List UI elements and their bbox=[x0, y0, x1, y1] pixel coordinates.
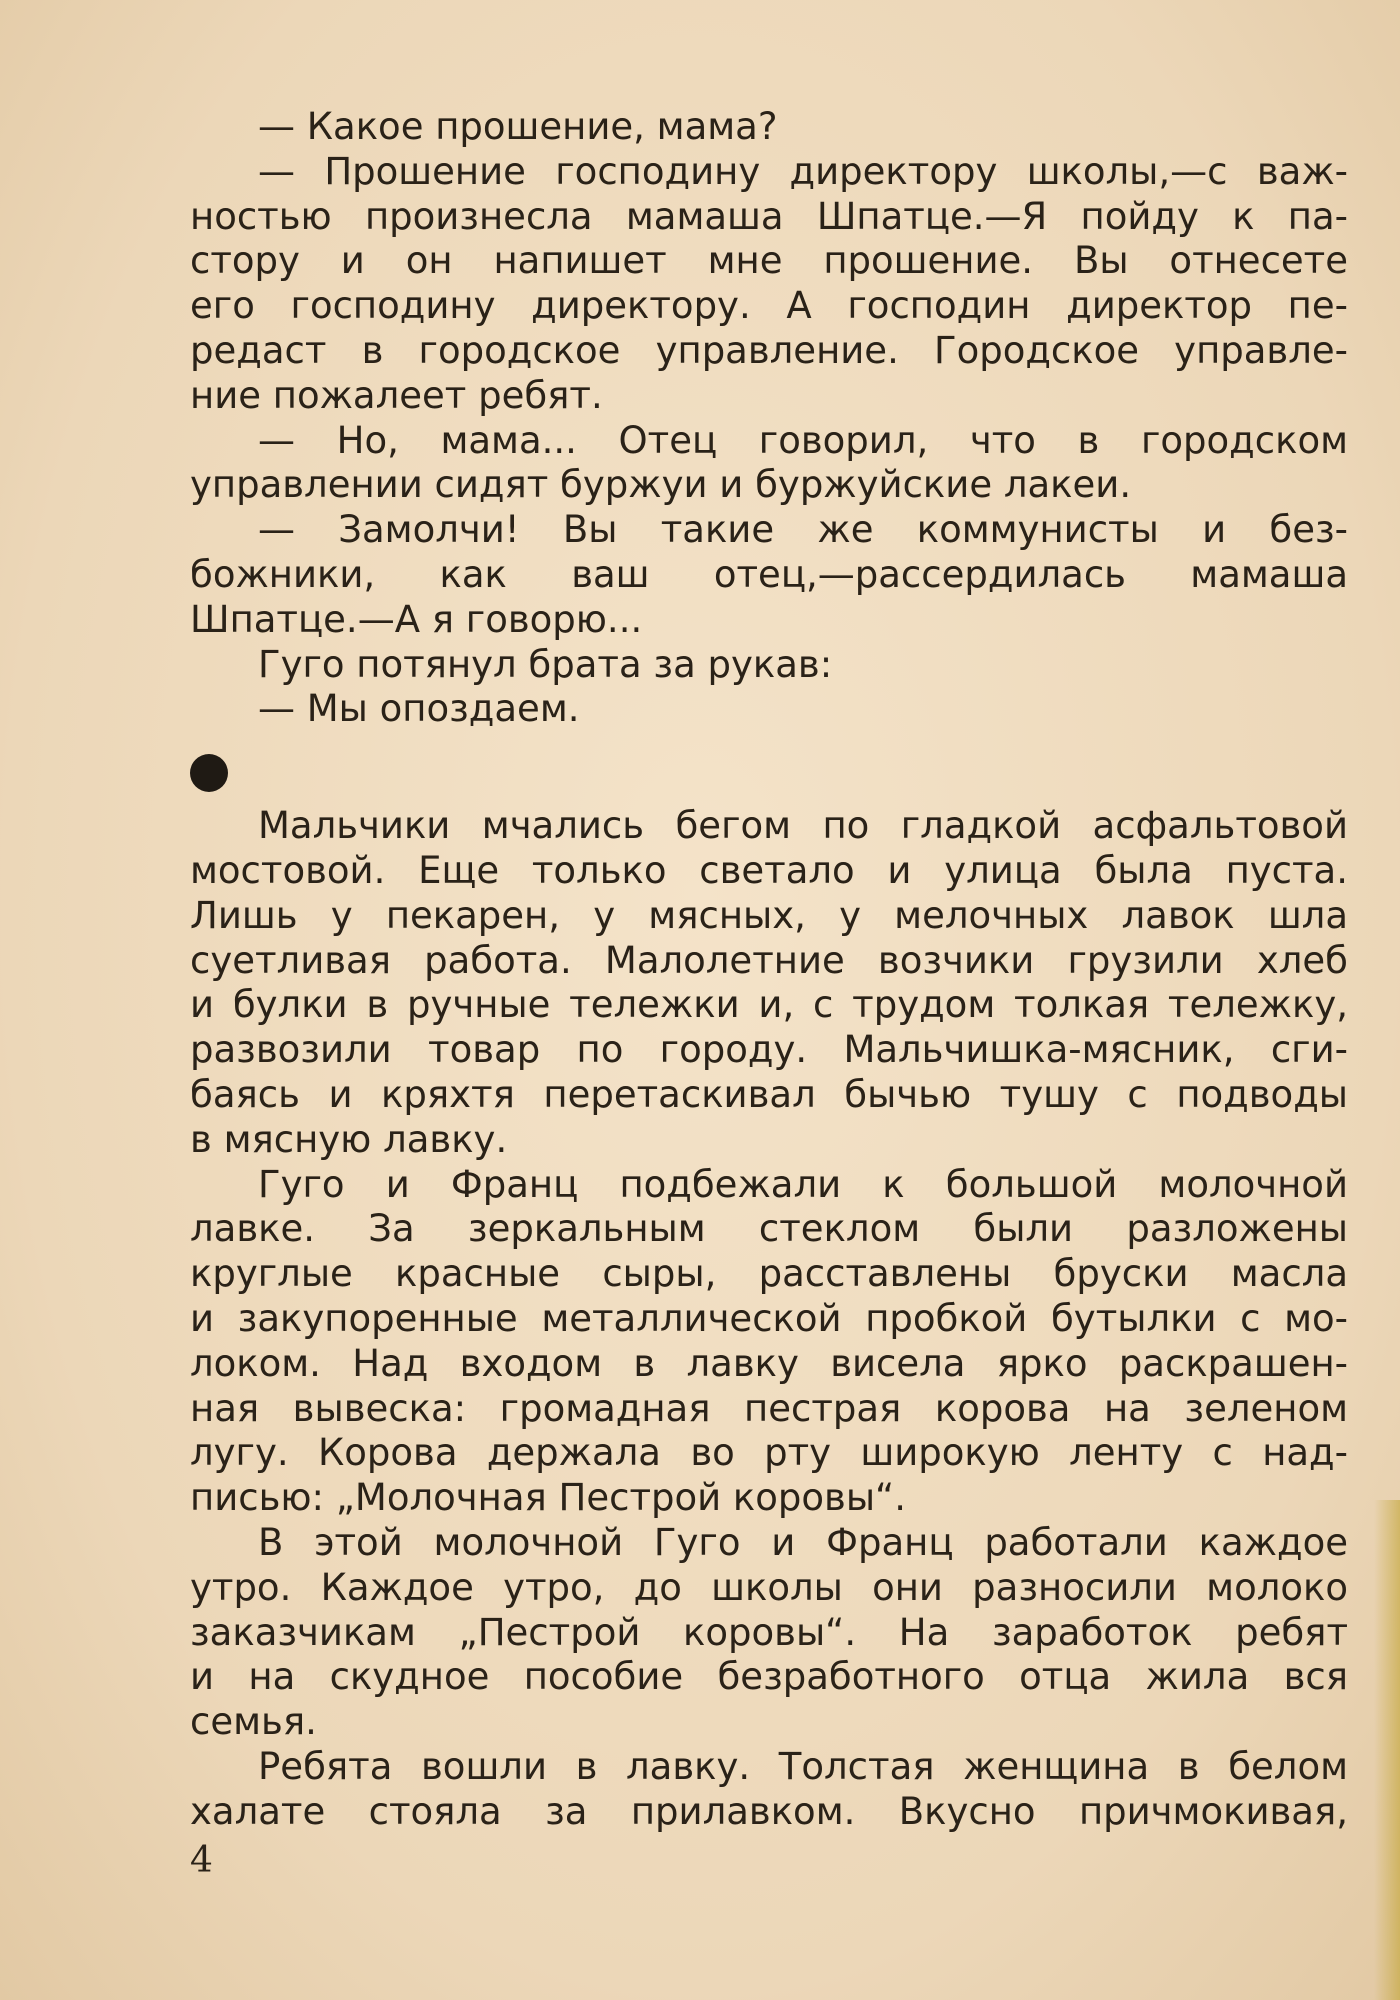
text-line: круглые красные сыры, расставлены бруски масла bbox=[190, 1252, 1348, 1296]
section-separator-bullet bbox=[190, 754, 228, 792]
text-line: стору и он напишет мне прошение. Вы отнесете bbox=[190, 239, 1348, 283]
page-text bbox=[190, 105, 1348, 1834]
text-line: редаст в городское управление. Городское управле- bbox=[190, 328, 1348, 372]
text-line: заказчикам „Пестрой коровы“. На заработок ребят bbox=[190, 1610, 1348, 1654]
text-line: утро. Каждое утро, до школы они разносили молоко bbox=[190, 1565, 1348, 1609]
text-line: — Замолчи! Вы такие же коммунисты и без- bbox=[258, 508, 1348, 552]
text-section-2 bbox=[190, 804, 1348, 1834]
text-line: Шпатце.—А я говорю... bbox=[190, 597, 643, 641]
page-number: 4 bbox=[190, 1840, 213, 1881]
text-line: и на скудное пособие безработного отца жила вся bbox=[190, 1655, 1348, 1699]
text-line: лугу. Корова держала во рту широкую ленту с над- bbox=[190, 1431, 1348, 1475]
text-line: семья. bbox=[190, 1700, 317, 1744]
text-line: развозили товар по городу. Мальчишка-мясник, сги- bbox=[190, 1028, 1348, 1072]
text-line: Мальчики мчались бегом по гладкой асфальтовой bbox=[258, 804, 1348, 848]
text-line: халате стояла за прилавком. Вкусно причмокивая, bbox=[190, 1789, 1348, 1833]
text-line: и закупоренные металлической пробкой бутылки с мо- bbox=[190, 1296, 1348, 1340]
text-line: управлении сидят буржуи и буржуйские лакеи. bbox=[190, 463, 1132, 507]
text-line: — Но, мама... Отец говорил, что в городском bbox=[258, 418, 1348, 462]
page-edge-stain bbox=[1374, 1500, 1400, 2000]
text-line: Гуго потянул брата за рукав: bbox=[258, 642, 833, 686]
text-line: локом. Над входом в лавку висела ярко раскрашен- bbox=[190, 1341, 1348, 1385]
text-line: — Мы опоздаем. bbox=[258, 687, 580, 731]
text-line: баясь и кряхтя перетаскивал бычью тушу с подводы bbox=[190, 1072, 1348, 1116]
text-line: в мясную лавку. bbox=[190, 1117, 508, 1161]
text-line: Лишь у пекарен, у мясных, у мелочных лавок шла bbox=[190, 893, 1348, 937]
text-line: его господину директору. А господин директор пе- bbox=[190, 284, 1348, 328]
text-line: Ребята вошли в лавку. Толстая женщина в белом bbox=[258, 1744, 1348, 1788]
text-line: В этой молочной Гуго и Франц работали каждое bbox=[258, 1520, 1348, 1564]
text-line: божники, как ваш отец,—рассердилась мамаша bbox=[190, 552, 1348, 596]
text-line: — Какое прошение, мама? bbox=[258, 105, 778, 148]
text-line: ние пожалеет ребят. bbox=[190, 373, 603, 417]
text-line: мостовой. Еще только светало и улица была пуста. bbox=[190, 848, 1348, 892]
text-section-1 bbox=[190, 105, 1348, 732]
text-line: ная вывеска: громадная пестрая корова на зеленом bbox=[190, 1386, 1348, 1430]
text-line: лавке. За зеркальным стеклом были разложены bbox=[190, 1207, 1348, 1251]
text-line: суетливая работа. Малолетние возчики грузили хлеб bbox=[190, 938, 1348, 982]
text-line: Гуго и Франц подбежали к большой молочной bbox=[258, 1162, 1348, 1206]
text-line: ностью произнесла мамаша Шпатце.—Я пойду к па- bbox=[190, 194, 1348, 238]
text-line: писью: „Молочная Пестрой коровы“. bbox=[190, 1476, 906, 1520]
text-line: и булки в ручные тележки и, с трудом толкая тележку, bbox=[190, 983, 1348, 1027]
text-line: — Прошение господину директору школы,—с важ- bbox=[258, 149, 1348, 193]
